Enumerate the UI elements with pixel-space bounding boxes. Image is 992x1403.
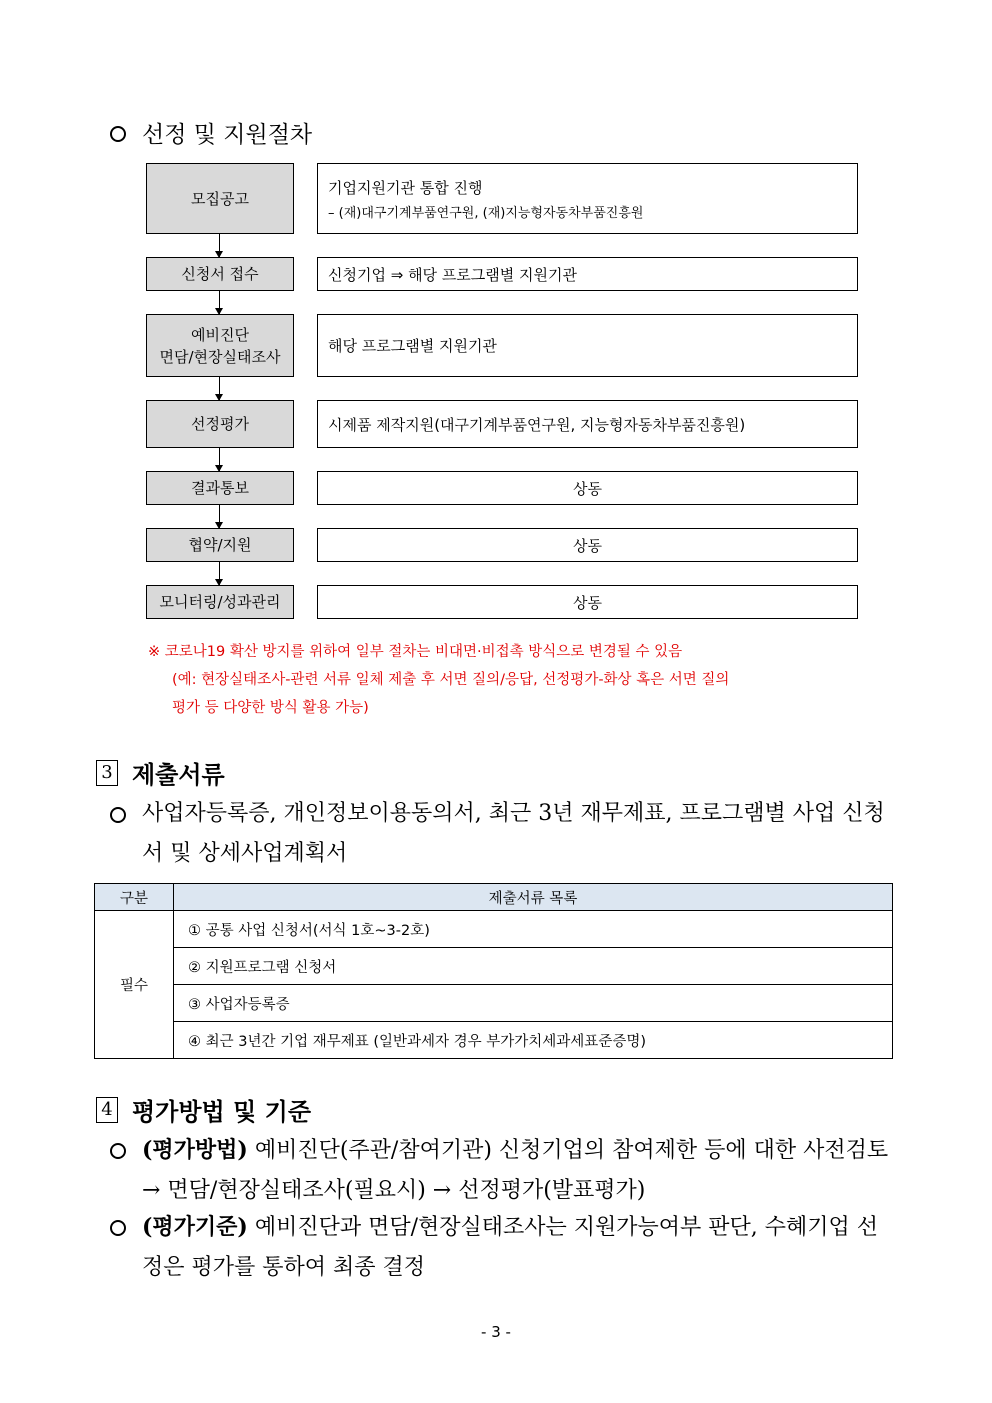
- step-description: 시제품 제작지원(대구기계부품연구원, 지능형자동차부품진흥원): [317, 400, 858, 448]
- step-label: 협약/지원: [146, 528, 294, 562]
- procedure-heading: 선정 및 지원절차: [110, 116, 312, 149]
- down-arrow-icon: [219, 448, 220, 471]
- page-number: - 3 -: [481, 1323, 511, 1341]
- down-arrow-icon: [219, 377, 220, 400]
- table-row: [95, 1022, 893, 1059]
- table-item: ② 지원프로그램 신청서: [174, 948, 893, 985]
- step-label: 예비진단 면담/현장실태조사: [146, 314, 294, 377]
- table-row: [95, 985, 893, 1022]
- circle-bullet-icon: [110, 807, 126, 823]
- down-arrow-icon: [219, 562, 220, 585]
- step-label: 선정평가: [146, 400, 294, 448]
- section-3-title: 3 제출서류: [96, 755, 225, 790]
- step-description: 상동: [317, 585, 858, 619]
- documents-table: [94, 883, 893, 1059]
- table-item: ④ 최근 3년간 기업 재무제표 (일반과세자 경우 부가가치세과세표준증명): [174, 1022, 893, 1059]
- step-label: 모니터링/성과관리: [146, 585, 294, 619]
- section-number: 3: [96, 760, 118, 786]
- step-label: 신청서 접수: [146, 257, 294, 291]
- step-description: 신청기업 ⇒ 해당 프로그램별 지원기관: [317, 257, 858, 291]
- section-4-title: 4 평가방법 및 기준: [96, 1092, 311, 1127]
- step-label: 모집공고: [146, 163, 294, 234]
- step-description: 상동: [317, 471, 858, 505]
- table-row: [95, 911, 893, 948]
- table-header-list: 제출서류 목록: [174, 884, 893, 911]
- down-arrow-icon: [219, 234, 220, 257]
- table-row: [95, 948, 893, 985]
- table-item: ③ 사업자등록증: [174, 985, 893, 1022]
- step-sub-description: – (재)대구기계부품연구원, (재)지능형자동차부품진흥원: [328, 205, 644, 221]
- step-description: 해당 프로그램별 지원기관: [317, 314, 858, 377]
- table-header-category: 구분: [95, 884, 174, 911]
- table-category-cell: 필수: [95, 911, 174, 1059]
- step-label: 결과통보: [146, 471, 294, 505]
- evaluation-criteria-bullet: (평가기준) 예비진단과 면담/현장실태조사는 지원가능여부 판단, 수혜기업 선정은 평가를 통하여 최종 결정: [110, 1207, 898, 1288]
- evaluation-method-bullet: (평가방법) 예비진단(주관/참여기관) 신청기업의 참여제한 등에 대한 사전검토 → 면담/현장실태조사(필요시) → 선정평가(발표평가): [110, 1130, 898, 1211]
- table-item: ① 공통 사업 신청서(서식 1호~3-2호): [174, 911, 893, 948]
- section-number: 4: [96, 1097, 118, 1123]
- step-description: 기업지원기관 통합 진행 – (재)대구기계부품연구원, (재)지능형자동차부품진흥원: [317, 163, 858, 234]
- circle-bullet-icon: [110, 1143, 126, 1159]
- down-arrow-icon: [219, 291, 220, 314]
- circle-bullet-icon: [110, 126, 126, 142]
- covid-note: ※ 코로나19 확산 방지를 위하여 일부 절차는 비대면·비접촉 방식으로 변경될 수 있음 (예: 현장실태조사-관련 서류 일체 제출 후 서면 질의/응답, 선정평가-화상 혹은 서면 질의 평가 등 다양한 방식 활용 가능): [148, 644, 730, 716]
- section-3-bullet: 사업자등록증, 개인정보이용동의서, 최근 3년 재무제표, 프로그램별 사업 신청서 및 상세사업계획서: [110, 794, 898, 874]
- step-description: 상동: [317, 528, 858, 562]
- circle-bullet-icon: [110, 1220, 126, 1236]
- down-arrow-icon: [219, 505, 220, 528]
- table-header-row: [95, 884, 893, 911]
